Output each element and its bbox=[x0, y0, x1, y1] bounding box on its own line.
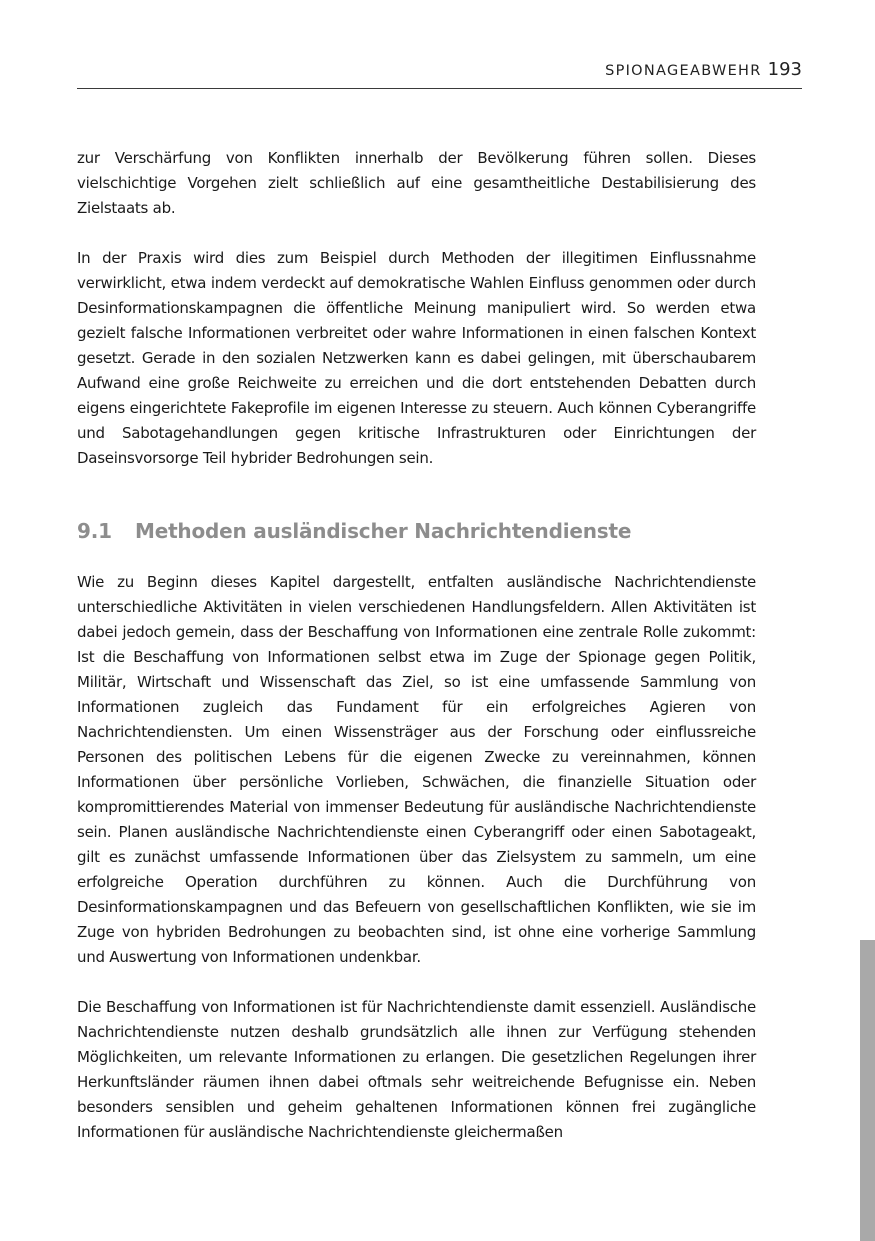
section-paragraph-2: Die Beschaffung von Informationen ist für Nachrichtendienste damit essenziell. Ausländische Nachrichtendienste nutzen deshalb grundsätzlich alle ihnen zur Verfügung stehenden Möglichkeiten, um relevante Informationen zu erlangen. Die gesetzlichen Regelungen ihrer Herkunftsländer räumen ihnen dabei oftmals sehr weitreichende Befugnisse ein. Neben besonders sensiblen und geheim gehaltenen Informationen können frei zugängliche Informationen für ausländische Nachrichtendienste gleichermaßen bbox=[77, 998, 756, 1141]
section-title: Methoden ausländischer Nachrichtendienste bbox=[135, 519, 632, 543]
chapter-running-title: SPIONAGEABWEHR bbox=[605, 63, 762, 79]
section-heading bbox=[77, 516, 756, 546]
section-number: 9.1 bbox=[77, 519, 112, 543]
page-number: 193 bbox=[767, 59, 802, 80]
running-header-text bbox=[605, 59, 802, 80]
body-paragraph-2: In der Praxis wird dies zum Beispiel durch Methoden der illegitimen Einflussnahme verwirklicht, etwa indem verdeckt auf demokratische Wahlen Einfluss genommen oder durch Desinformationskampagnen die öffentliche Meinung manipuliert wird. So werden etwa gezielt falsche Informationen verbreitet oder wahre Informationen in einen falschen Kontext gesetzt. Gerade in den sozialen Netzwerken kann es dabei gelingen, mit überschaubarem Aufwand eine große Reichweite zu erreichen und die dort entstehenden Debatten durch eigens eingerichtete Fakeprofile im eigenen Interesse zu steuern. Auch können Cyberangriffe und Sabotagehandlungen gegen kritische Infrastrukturen oder Einrichtungen der Daseinsvorsorge Teil hybrider Bedrohungen sein. bbox=[77, 249, 756, 467]
running-header bbox=[77, 56, 802, 89]
body-paragraph-1: zur Verschärfung von Konflikten innerhalb der Bevölkerung führen sollen. Dieses vielschichtige Vorgehen zielt schließlich auf eine gesamtheitliche Destabilisierung des Zielstaats ab. bbox=[77, 149, 756, 217]
body-text bbox=[77, 146, 756, 1145]
section-paragraph-1: Wie zu Beginn dieses Kapitel dargestellt, entfalten ausländische Nachrichtendienste unterschiedliche Aktivitäten in vielen verschiedenen Handlungsfeldern. Allen Aktivitäten ist dabei jedoch gemein, dass der Beschaffung von Informationen eine zentrale Rolle zukommt: Ist die Beschaffung von Informationen selbst etwa im Zuge der Spionage gegen Politik, Militär, Wirtschaft und Wissenschaft das Ziel, so ist eine umfassende Sammlung von Informationen zugleich das Fundament für ein erfolgreiches Agieren von Nachrichtendiensten. Um einen Wissensträger aus der Forschung oder einflussreiche Personen des politischen Lebens für die eigenen Zwecke zu vereinnahmen, können Informationen über persönliche Vorlieben, Schwächen, die finanzielle Situation oder kompromittierendes Material von immenser Bedeutung für ausländische Nachrichtendienste sein. Planen ausländische Nachrichtendienste einen Cyberangriff oder einen Sabotageakt, gilt es zunächst umfassende Informationen über das Zielsystem zu sammeln, um eine erfolgreiche Operation durchführen zu können. Auch die Durchführung von Desinformationskampagnen und das Befeuern von gesellschaftlichen Konflikten, wie sie im Zuge von hybriden Bedrohungen zu beobachten sind, ist ohne eine vorherige Sammlung und Auswertung von Informationen undenkbar. bbox=[77, 573, 756, 966]
chapter-thumb-tab bbox=[860, 940, 875, 1241]
